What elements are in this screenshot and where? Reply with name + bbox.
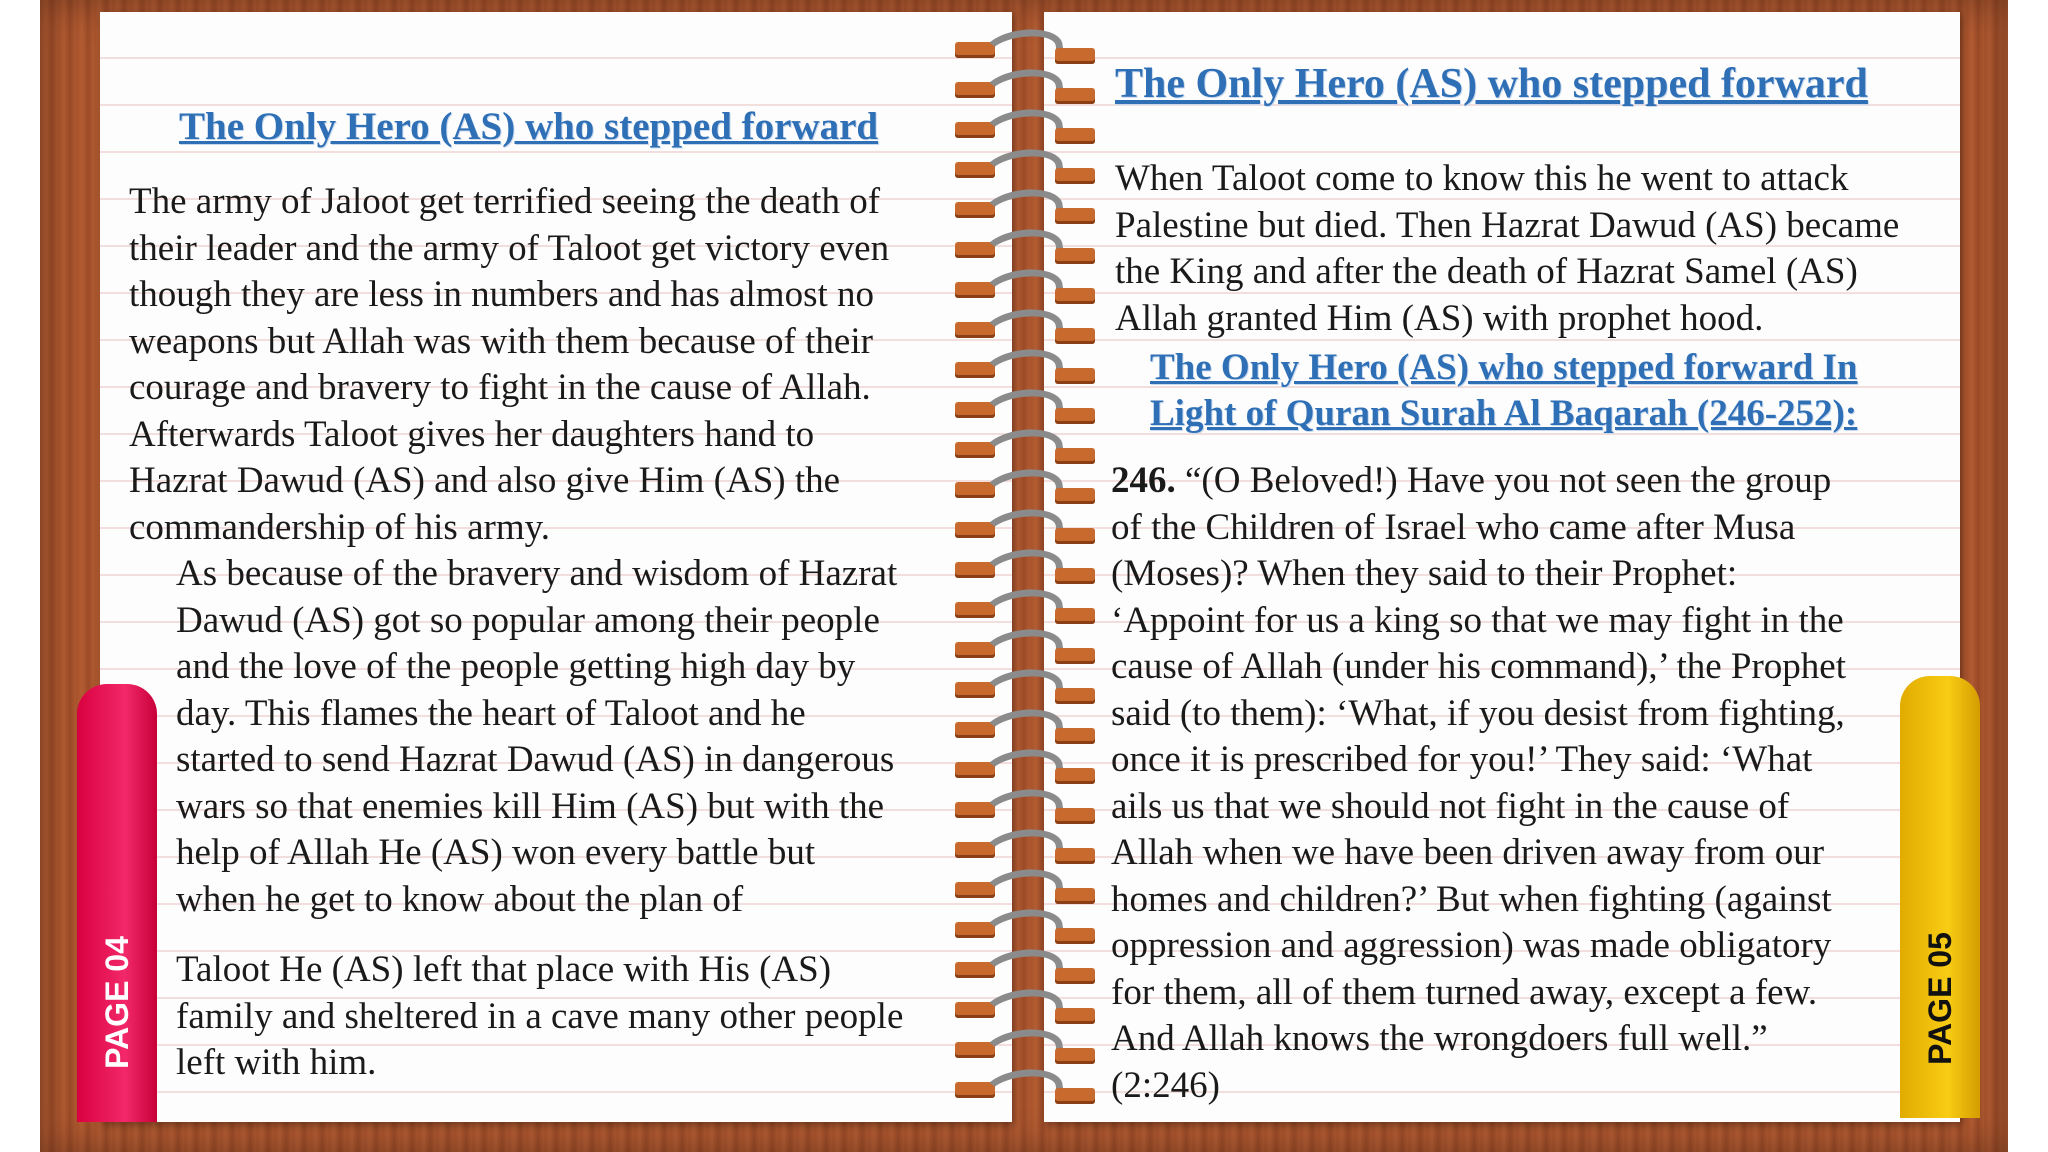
- spiral-ring: [955, 750, 1095, 790]
- binding-hole: [1055, 408, 1095, 424]
- right-page-subheading-line-2: Light of Quran Surah Al Baqarah (246-252):: [1150, 393, 1858, 434]
- right-page-heading: The Only Hero (AS) who stepped forward: [1115, 61, 1868, 107]
- spiral-coil: [981, 585, 1066, 636]
- binding-hole: [1055, 568, 1095, 584]
- spiral-ring: [955, 150, 1095, 190]
- spiral-ring: [955, 790, 1095, 830]
- spiral-ring: [955, 230, 1095, 270]
- spiral-ring: [955, 830, 1095, 870]
- spiral-ring: [955, 350, 1095, 390]
- left-paragraph-1: The army of Jaloot get terrified seeing the death of their leader and the army of Taloot get victory even though they are less in numbers and has almost no weapons but Allah was with them because of their courage and bravery to fight in the cause of Allah. Afterwards Taloot gives her daughters hand to Hazrat Dawud (AS) and also give Him (AS) the commandership of his army.: [129, 181, 890, 548]
- spiral-ring: [955, 950, 1095, 990]
- binding-hole: [1055, 128, 1095, 144]
- spiral-coil: [981, 345, 1066, 396]
- spiral-coil: [981, 865, 1066, 916]
- binding-hole: [1055, 768, 1095, 784]
- page-05-tab: [1900, 676, 1980, 1118]
- spiral-ring: [955, 630, 1095, 670]
- spiral-coil: [981, 505, 1066, 556]
- page-05-label-container: [1900, 908, 1980, 1088]
- spiral-coil: [981, 305, 1066, 356]
- binding-hole: [1055, 688, 1095, 704]
- page-05-label: PAGE 05: [1921, 931, 1958, 1065]
- page-04-label-container: [77, 912, 157, 1092]
- binding-hole: [1055, 608, 1095, 624]
- spiral-coil: [981, 545, 1066, 596]
- spiral-coil: [981, 265, 1066, 316]
- spiral-coil: [981, 785, 1066, 836]
- spiral-ring: [955, 870, 1095, 910]
- spiral-ring: [955, 670, 1095, 710]
- spiral-ring: [955, 390, 1095, 430]
- spiral-coil: [981, 65, 1066, 116]
- spiral-coil: [981, 945, 1066, 996]
- binding-hole: [1055, 1088, 1095, 1104]
- binding-hole: [1055, 968, 1095, 984]
- spiral-ring: [955, 1030, 1095, 1070]
- spiral-ring: [955, 510, 1095, 550]
- binding-hole: [1055, 448, 1095, 464]
- spiral-coil: [981, 225, 1066, 276]
- spiral-coil: [981, 745, 1066, 796]
- spiral-ring: [955, 70, 1095, 110]
- binding-hole: [1055, 728, 1095, 744]
- right-page-subheading-line-1: The Only Hero (AS) who stepped forward In: [1150, 347, 1858, 388]
- spiral-coil: [981, 105, 1066, 156]
- spiral-ring: [955, 310, 1095, 350]
- verse-246-text: [1111, 458, 1956, 1109]
- spiral-ring: [955, 190, 1095, 230]
- spiral-coil: [981, 465, 1066, 516]
- binding-hole: [1055, 168, 1095, 184]
- spiral-ring: [955, 110, 1095, 150]
- spiral-coil: [981, 1025, 1066, 1076]
- spiral-coil: [981, 425, 1066, 476]
- page-04-tab: [77, 684, 157, 1122]
- spiral-coil: [981, 1065, 1066, 1116]
- spiral-coil: [981, 825, 1066, 876]
- binding-hole: [1055, 328, 1095, 344]
- verse-number: 246.: [1111, 460, 1176, 501]
- page-04-label: PAGE 04: [98, 935, 135, 1069]
- binding-hole: [1055, 48, 1095, 64]
- binding-hole: [1055, 208, 1095, 224]
- binding-hole: [1055, 1008, 1095, 1024]
- spiral-ring: [955, 910, 1095, 950]
- binding-hole: [1055, 88, 1095, 104]
- spiral-binding: [955, 30, 1095, 1110]
- binding-hole: [1055, 528, 1095, 544]
- binding-hole: [1055, 808, 1095, 824]
- binding-hole: [1055, 888, 1095, 904]
- left-page-heading: The Only Hero (AS) who stepped forward: [179, 105, 879, 148]
- spiral-ring: [955, 990, 1095, 1030]
- binding-hole: [1055, 648, 1095, 664]
- right-notebook-page: [1044, 12, 1960, 1122]
- verse-body: “(O Beloved!) Have you not seen the group of the Children of Israel who came after Musa (Moses)? When they said to their Prophet: ‘Appoint for us a king so that we may fight in the cause of Allah (under his command),’ the Prophet said (to them): ‘What, if you desist from fighting, once it is prescribed for you!’ They said: ‘What ails us that we should not fight in the cause of Allah when we have been driven away from our homes and children?’ But when fighting (against oppression and aggression) was made obligatory for them, all of them turned away, except a few. And Allah knows the wrongdoers full well.” (2:246): [1111, 460, 1846, 1106]
- spiral-coil: [981, 985, 1066, 1036]
- binding-hole: [1055, 248, 1095, 264]
- right-paragraph-1: When Taloot come to know this he went to attack Palestine but died. Then Hazrat Dawud (AS) became the King and after the death of Hazrat Samel (AS) Allah granted Him (AS) with prophet hood.: [1115, 158, 1900, 339]
- left-paragraph-3: Taloot He (AS) left that place with His (AS) family and sheltered in a cave many other people left with him.: [176, 949, 904, 1083]
- spiral-coil: [981, 185, 1066, 236]
- binding-hole: [1055, 1048, 1095, 1064]
- spiral-ring: [955, 430, 1095, 470]
- spiral-coil: [981, 385, 1066, 436]
- binding-hole: [1055, 928, 1095, 944]
- binding-hole: [1055, 368, 1095, 384]
- spiral-coil: [981, 905, 1066, 956]
- binding-hole: [1055, 488, 1095, 504]
- binding-hole: [1055, 288, 1095, 304]
- spiral-ring: [955, 590, 1095, 630]
- spiral-ring: [955, 270, 1095, 310]
- spiral-coil: [981, 705, 1066, 756]
- spiral-ring: [955, 550, 1095, 590]
- left-notebook-page: [100, 12, 1012, 1122]
- spiral-coil: [981, 625, 1066, 676]
- spiral-ring: [955, 30, 1095, 70]
- spiral-coil: [981, 25, 1066, 76]
- spiral-coil: [981, 665, 1066, 716]
- binding-hole: [1055, 848, 1095, 864]
- spiral-ring: [955, 710, 1095, 750]
- spiral-coil: [981, 145, 1066, 196]
- spiral-ring: [955, 470, 1095, 510]
- left-paragraph-2: As because of the bravery and wisdom of Hazrat Dawud (AS) got so popular among their people and the love of the people getting high day by day. This flames the heart of Taloot and he started to send Hazrat Dawud (AS) in dangerous wars so that enemies kill Him (AS) but with the help of Allah He (AS) won every battle but when he get to know about the plan of: [176, 553, 898, 920]
- spiral-ring: [955, 1070, 1095, 1110]
